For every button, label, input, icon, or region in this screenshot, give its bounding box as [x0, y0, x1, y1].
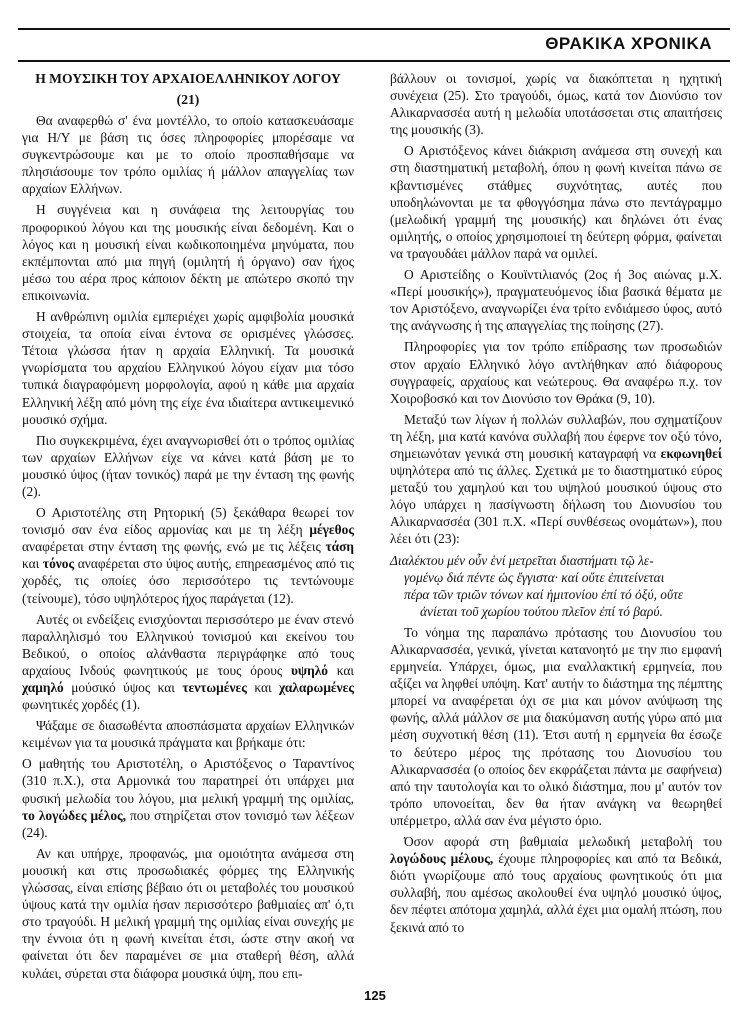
left-column	[22, 70, 354, 986]
bold-term: μέγεθος	[309, 522, 354, 538]
paragraph: Ο Αριστείδης ο Κουϊντιλιανός (2ος ή 3ος αιώνας μ.Χ. «Περί μουσικής»), πραγματευόμενος ίδια βασικά θέματα με τον Αριστόξενο, αναγνωρίζει ένα τρίτο ενδιάμεσο ύφος, αυτό της ανάγνωσης ή της απαγγελίας της ποίησης (27).	[390, 267, 722, 334]
text-run: Ο μαθητής του Αριστοτέλη, ο Αριστόξενος ο Ταραντίνος (310 π.Χ.), στα Αρμονικά του παρατηρεί ότι υπάρχει μια φυσική μελωδία του λόγου, μια μελική γραμμή της ομιλίας,	[22, 756, 354, 806]
paragraph: Πιο συγκεκριμένα, έχει αναγνωρισθεί ότι ο τρόπος ομιλίας των αρχαίων Ελλήνων είχε να κάνει κατά βάση με το μουσικό ύψος (ήταν τονικός) παρά με την ένταση της φωνής (2).	[22, 432, 354, 499]
paragraph: Ψάξαμε σε διασωθέντα αποσπάσματα αρχαίων Ελληνικών κειμένων για τα μουσικά πράγματα και βρήκαμε ότι:	[22, 718, 354, 751]
text-run: Μεταξύ των λίγων ή πολλών συλλαβών, που σχηματίζουν τη λέξη, μια κατά κανόνα συλλαβή που έφερνε τον οξύ τόνο, σημειωνόταν γενικά στη μουσική καταγραφή να	[390, 411, 722, 461]
paragraph: Η ανθρώπινη ομιλία εμπεριέχει χωρίς αμφιβολία μουσικά στοιχεία, τα οποία είναι έντονα σε ορισμένες γλώσσες. Τέτοια γλώσσα ήταν η αρχαία Ελληνική. Τα μουσικά γνωρίσματα του αρχαίου Ελληνικού λόγου είχαν μια τόσο τυπικά διαγραφόμενη μορφολογία, αφού η κάθε μια αρχαία Ελληνική λέξη από μόνη της είχε ένα ιδιαίτερα αντικειμενικό μουσικό σχήμα.	[22, 309, 354, 427]
right-column	[390, 70, 722, 940]
paragraph: Το νόημα της παραπάνω πρότασης του Διονυσίου του Αλικαρνασσέα, γενικά, γίνεται κατανοητό με την πιο εμφανή ερμηνεία. Υπάρχει, όμως, μια εναλλακτική ερμηνεία, που αξίζει να ληφθεί υπόψη. Κατ' αυτήν το διάστημα της πέμπτης μπορεί να αναφέρεται όχι σε μια και μόνον ανύψωση της φωνής, αλλά μάλλον σε μια διακύμανση αυτής γύρω από μια μέση συχνοτική θέση (11). Έτσι αυτή η ερμηνεία θα έσωζε το δεύτερο μέρος της πρότασης του Διονυσίου του Αλικαρνασσέα (ο οποίος δεν εκφράζεται πάντα με σαφήνεια) από την ταυτολογία και το ολικό διάστημα, που μ' αυτόν τον τρόπο υπονοείται, δεν θα ήταν ανάγκη να θεωρηθεί υπέρμετρο, αλλά σαν ένα μέγιστο όριο.	[390, 624, 722, 828]
bold-term: χαμηλό	[22, 680, 64, 695]
paragraph	[22, 755, 354, 840]
paragraph: Ο Αριστόξενος κάνει διάκριση ανάμεσα στη συνεχή και στη διαστηματική μεταβολή, όπου η φωνή κινείται πάνω σε κβαντισμένες στάθμες συχνότητας, αυτές που υποδηλώνονται με τα φθογγόσημα πάνω στο πεντάγραμμο (μελωδική γραμμή της μουσικής) και δηλώνει ότι ένας ομιλητής, ο οποίος χρησιμοποιεί τη δεύτερη φόρμα, φαίνεται να τραγουδάει μάλλον παρά να ομιλεί.	[390, 143, 722, 261]
text-run: φωνητικές χορδές (1).	[22, 697, 141, 713]
page-number: 125	[364, 988, 386, 1003]
paragraph: Αν και υπήρχε, προφανώς, μια ομοιότητα ανάμεσα στη μουσική και στις προσωδιακές φόρμες της Ελληνικής γλώσσας, είναι επίσης βέβαιο ότι οι μεταβολές του μουσικού ύψους κατά την ομιλία ήσαν περισσότερο βαθμιαίες απ' ό,τι στο τραγούδι. Η μελική γραμμή της ομιλίας είναι συνεχής με την έννοια ότι η φωνή κινείται έτσι, ώστε στην ακοή να φαίνεται ότι δεν παραμένει σε μια σταθερή θέση, αλλά κυλάει, σύρεται στα διάφορα μουσικά ύψη, που επι-	[22, 845, 354, 981]
text-run: και	[22, 556, 43, 572]
quote-line: γομένῳ διά πέντε ὡς ἔγγιστα· καί οὔτε ἐπιτείνεται	[404, 569, 665, 585]
greek-quote	[390, 552, 722, 620]
bold-term: χαλαρωμένες	[279, 680, 354, 695]
article-title: Η ΜΟΥΣΙΚΗ ΤΟΥ ΑΡΧΑΙΟΕΛΛΗΝΙΚΟΥ ΛΟΓΟΥ	[35, 71, 341, 86]
text-run: και	[246, 680, 280, 695]
paragraph: Πληροφορίες για τον τρόπο επίδρασης των προσωδιών στον αρχαίο Ελληνικό λόγο αντλήθηκαν από διάφορους συγγραφείς, αρχαίους και νεώτερους. Θα αναφέρω π.χ. τον Χοιροβοσκό και τον Διονύσιο τον Θράκα (9, 10).	[390, 339, 722, 406]
page-header	[18, 28, 730, 62]
bold-term: τάση	[325, 539, 354, 555]
text-run: μούσικό ύψος και	[63, 680, 183, 695]
text-run: Όσον αφορά στη βαθμιαία μελωδική μεταβολή του	[404, 834, 722, 850]
text-run: αναφέρεται στο ύψος αυτής, επηρεασμένος από τις χορδές, τις οποίες όσο περισσότερο τις τεντώνουμε (τείνουμε), τόσο υψηλότερος ήχος παράγεται (12).	[22, 556, 354, 606]
paragraph: βάλλουν οι τονισμοί, χωρίς να διακόπτεται η ηχητική συνέχεια (25). Στο τραγούδι, όμως, κατά τον Διονύσιο τον Αλικαρνασσέα αυτή η μελωδία υποτάσσεται στις απαιτήσεις της μουσικής (3).	[390, 71, 722, 138]
text-run: που στηρίζεται στον τονισμό των λέξεων (24).	[22, 807, 355, 840]
text-run: υψηλότερα από τις άλλες. Σχετικά με το διαστηματικό εύρος μεταξύ του χαμηλού και του υψηλού μουσικού ύψους στο λόγο υπάρχει η πασίγνωστη δήλωση του Διονυσίου του Αλικαρνασσέα (301 π.Χ. «Περί συνθέσεως ονομάτων»), που λέει ότι (23):	[390, 463, 722, 547]
text-run: αναφέρεται στην ένταση της φωνής, ενώ με τις λέξεις	[22, 539, 326, 555]
bold-term: εκφωνηθεί	[660, 445, 722, 461]
bold-term: τόνος	[42, 556, 75, 572]
quote-line: Διαλέκτου μέν οὖν ἑνί μετρεῖται διαστήματι τῷ λε-	[390, 552, 654, 568]
bold-term: τεντωμένες	[182, 680, 247, 695]
article-number: (21)	[176, 92, 200, 107]
paragraph	[22, 504, 354, 607]
bold-term: λογώδους μέλους,	[390, 851, 494, 867]
text-run: και	[328, 662, 354, 678]
paragraph	[390, 833, 722, 936]
bold-term: υψηλό	[290, 662, 328, 678]
quote-line: πέρα τῶν τριῶν τόνων καί ἡμιτονίου ἐπί τό ὀξύ, οὔτε	[404, 586, 684, 602]
text-run: έχουμε πληροφορίες και από τα Βεδικά, διότι γνωρίζουμε από τους αρχαίους φωνητικούς ότι μια συλλαβή, που αμέσως ακολουθεί ένα υψηλό μουσικό ύψος, δεν πέφτει απότομα χαμηλά, αλλά έχει μια ομαλή πτώση, που ξεκινά από το	[390, 851, 722, 935]
bold-term: το λογώδες μέλος,	[22, 807, 127, 823]
journal-title: ΘΡΑΚΙΚΑ ΧΡΟΝΙΚΑ	[545, 34, 712, 53]
paragraph	[390, 411, 722, 548]
quote-line: ἀνίεται τοῦ χωρίου τούτου πλεῖον ἐπί τό βαρύ.	[420, 603, 663, 619]
text-run: Ο Αριστοτέλης στη Ρητορική (5) ξεκάθαρα θεωρεί τον τονισμό σαν ένα είδος αρμονίας και με τη λέξη	[22, 505, 354, 538]
paragraph: Η συγγένεια και η συνάφεια της λειτουργίας του προφορικού λόγου και της μουσικής είναι δεδομένη. Και ο λόγος και η μουσική είναι κωδικοποιημένα μηνύματα, που εκπέμπονται από μια πηγή (ομιλητή ή όργανο) σαν ήχος μέσω του αέρα προς κάποιον δέκτη με απώτερο σκοπό την επικοινωνία.	[22, 202, 354, 303]
text-run: Αυτές οι ενδείξεις ενισχύονται περισσότερο με έναν στενό παραλληλισμό του Ελληνικού τονισμού και εκείνου του Βεδικού, ο οποίος αλάνθαστα περιγράφηκε από τους αρχαίους Ινδούς φωνητικούς με τους όρους	[22, 611, 354, 678]
paragraph: Θα αναφερθώ σ' ένα μοντέλλο, το οποίο κατασκευάσαμε για Η/Υ με βάση τις όσες πληροφορίες μπορέσαμε να συγκεντρώσουμε και με το οποίο προσπαθήσαμε να πλησιάσουμε τον τρόπο ομιλίας ή μάλλον απαγγελίας των αρχαίων Ελλήνων.	[22, 113, 354, 197]
paragraph	[22, 611, 354, 714]
